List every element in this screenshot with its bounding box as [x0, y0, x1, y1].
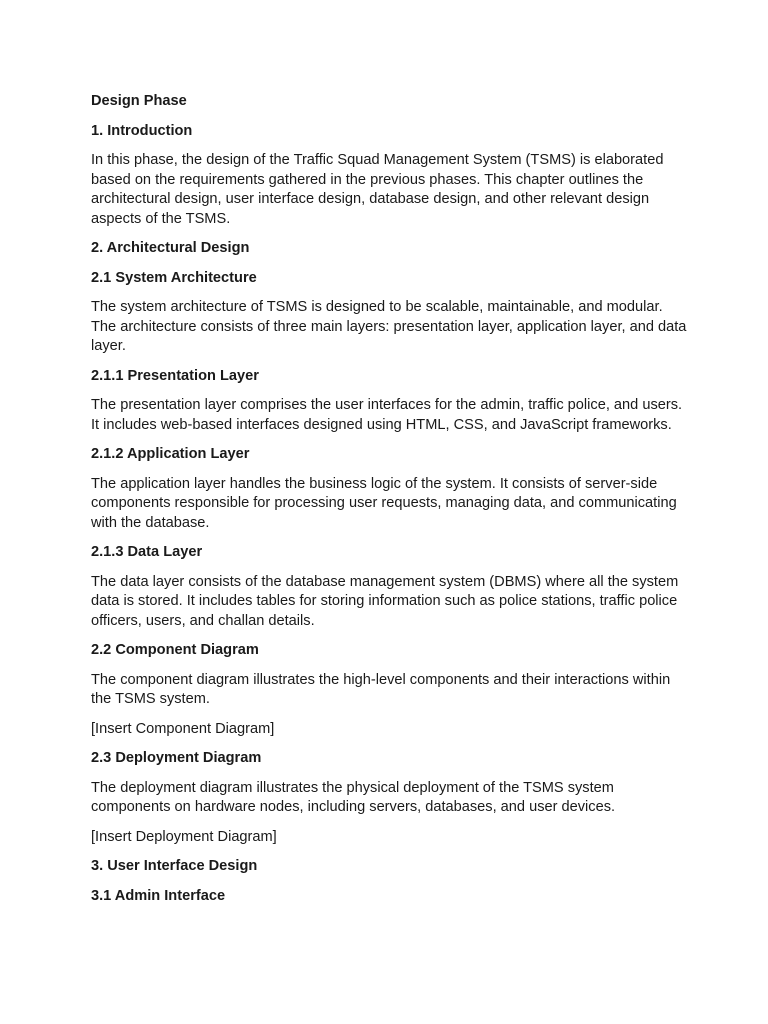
paragraph-application-layer: The application layer handles the business logic of the system. It consists of server-side components responsible for processing user requests, managing data, and communicating with the database. — [91, 475, 677, 531]
paragraph-system-architecture: The system architecture of TSMS is designed to be scalable, maintainable, and modular. The architecture consists of three main layers: presentation layer, application layer, and data layer. — [91, 299, 687, 354]
heading-deployment-diagram: 2.3 Deployment Diagram — [91, 750, 262, 766]
placeholder-deployment-diagram: [Insert Deployment Diagram] — [91, 828, 277, 845]
paragraph-deployment-diagram: The deployment diagram illustrates the physical deployment of the TSMS system components on hardware nodes, including servers, databases, and user devices. — [91, 779, 616, 815]
document-page — [91, 92, 691, 906]
heading-presentation-layer: 2.1.1 Presentation Layer — [91, 367, 259, 384]
document-title: Design Phase — [91, 93, 187, 109]
paragraph-data-layer: The data layer consists of the database management system (DBMS) where all the system data is stored. It includes tables for storing information such as police stations, traffic police officers, users, and challan details. — [91, 573, 679, 629]
paragraph-presentation-layer: The presentation layer comprises the user interfaces for the admin, traffic police, and users. It includes web-based interfaces designed using HTML, CSS, and JavaScript frameworks. — [91, 397, 683, 433]
heading-application-layer: 2.1.2 Application Layer — [91, 446, 250, 462]
heading-component-diagram: 2.2 Component Diagram — [91, 642, 259, 658]
placeholder-component-diagram: [Insert Component Diagram] — [91, 720, 275, 737]
heading-admin-interface: 3.1 Admin Interface — [91, 887, 226, 904]
heading-data-layer: 2.1.3 Data Layer — [91, 544, 203, 560]
heading-architectural-design: 2. Architectural Design — [91, 240, 250, 256]
heading-user-interface-design: 3. User Interface Design — [91, 858, 258, 874]
paragraph-introduction: In this phase, the design of the Traffic Squad Management System (TSMS) is elaborated based on the requirements gathered in the previous phases. This chapter outlines the architectural design, user interface design, database design, and other relevant design aspects of the TSMS. — [91, 152, 664, 227]
paragraph-component-diagram: The component diagram illustrates the high-level components and their interactions within the TSMS system. — [91, 671, 671, 707]
heading-system-architecture: 2.1 System Architecture — [91, 269, 257, 286]
heading-introduction: 1. Introduction — [91, 122, 193, 139]
